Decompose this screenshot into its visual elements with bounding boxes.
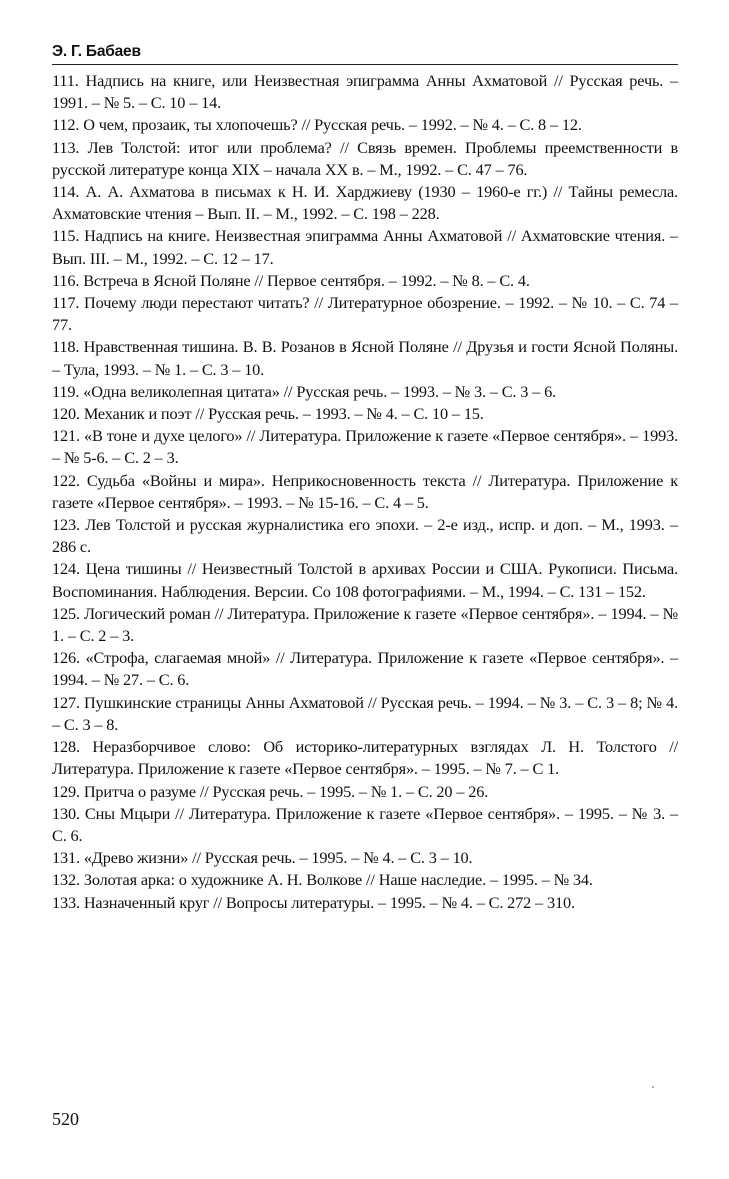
bibliography-entry: 128. Неразборчивое слово: Об историко-литературных взглядах Л. Н. Толстого // Литература. Приложение к газете «Первое сентября». – 1995. – № 7. – С 1. — [52, 737, 678, 779]
bibliography-entry: 127. Пушкинские страницы Анны Ахматовой // Русская речь. – 1994. – № 3. – С. 3 – 8; № 4. – С. 3 – 8. — [52, 692, 678, 734]
bibliography-entry: 116. Встреча в Ясной Поляне // Первое сентября. – 1992. – № 8. – С. 4. — [52, 270, 530, 290]
bibliography-entry: 117. Почему люди перестают читать? // Литературное обозрение. – 1992. – № 10. – С. 74 – 77. — [52, 293, 678, 335]
bibliography-entry: 129. Притча о разуме // Русская речь. – 1995. – № 1. – С. 20 – 26. — [52, 781, 489, 801]
running-header: Э. Г. Бабаев — [52, 40, 678, 65]
bibliography-entry: 118. Нравственная тишина. В. В. Розанов в Ясной Поляне // Друзья и гости Ясной Поляны. – Тула, 1993. – № 1. – С. 3 – 10. — [52, 337, 678, 379]
bibliography-entry: 111. Надпись на книге, или Неизвестная эпиграмма Анны Ахматовой // Русская речь. – 1991. – № 5. – С. 10 – 14. — [52, 71, 678, 113]
bibliography-entry: 122. Судьба «Войны и мира». Неприкосновенность текста // Литература. Приложение к газете «Первое сентября». – 1993. – № 15-16. – С. 4 – 5. — [52, 470, 678, 512]
bibliography-entry: 133. Назначенный круг // Вопросы литературы. – 1995. – № 4. – С. 272 – 310. — [52, 892, 575, 912]
bibliography-entry: 123. Лев Толстой и русская журналистика его эпохи. – 2-е изд., испр. и доп. – М., 1993. – 286 с. — [52, 515, 678, 557]
page-number: 520 — [52, 1109, 79, 1129]
page — [52, 40, 678, 914]
bibliography-entry: 130. Сны Мцыри // Литература. Приложение к газете «Первое сентября». – 1995. – № 3. – С. 6. — [52, 803, 678, 845]
bibliography-entry: 120. Механик и поэт // Русская речь. – 1993. – № 4. – С. 10 – 15. — [52, 404, 484, 424]
bibliography-list — [52, 70, 678, 914]
bibliography-entry: 124. Цена тишины // Неизвестный Толстой в архивах России и США. Рукописи. Письма. Воспоминания. Наблюдения. Версии. Со 108 фотографиями. – М., 1994. – С. 131 – 152. — [52, 559, 678, 601]
bibliography-entry: 125. Логический роман // Литература. Приложение к газете «Первое сентября». – 1994. – № 1. – С. 2 – 3. — [52, 603, 678, 646]
bibliography-entry: 115. Надпись на книге. Неизвестная эпиграмма Анны Ахматовой // Ахматовские чтения. – Вып. III. – М., 1992. – С. 12 – 17. — [52, 226, 678, 268]
bibliography-entry: 119. «Одна великолепная цитата» // Русская речь. – 1993. – № 3. – С. 3 – 6. — [52, 381, 556, 401]
bibliography-entry: 113. Лев Толстой: итог или проблема? // Связь времен. Проблемы преемственности в русской литературе конца XIX – начала XX в. – М., 1992. – С. 47 – 76. — [52, 137, 678, 179]
bibliography-entry: 121. «В тоне и духе целого» // Литература. Приложение к газете «Первое сентября». – 1993. – № 5-6. – С. 2 – 3. — [52, 426, 678, 468]
bibliography-entry: 126. «Строфа, слагаемая мной» // Литература. Приложение к газете «Первое сентября». – 1994. – № 27. – С. 6. — [52, 648, 678, 690]
bibliography-entry: 114. А. А. Ахматова в письмах к Н. И. Харджиеву (1930 – 1960-е гг.) // Тайны ремесла. Ахматовские чтения – Вып. II. – М., 1992. – С. 198 – 228. — [52, 182, 678, 224]
bibliography-entry: 131. «Древо жизни» // Русская речь. – 1995. – № 4. – С. 3 – 10. — [52, 848, 473, 868]
bibliography-entry: 132. Золотая арка: о художнике А. Н. Волкове // Наше наследие. – 1995. – № 34. — [52, 870, 593, 890]
paper-speck — [652, 1086, 654, 1088]
bibliography-entry: 112. О чем, прозаик, ты хлопочешь? // Русская речь. – 1992. – № 4. – С. 8 – 12. — [52, 115, 582, 135]
